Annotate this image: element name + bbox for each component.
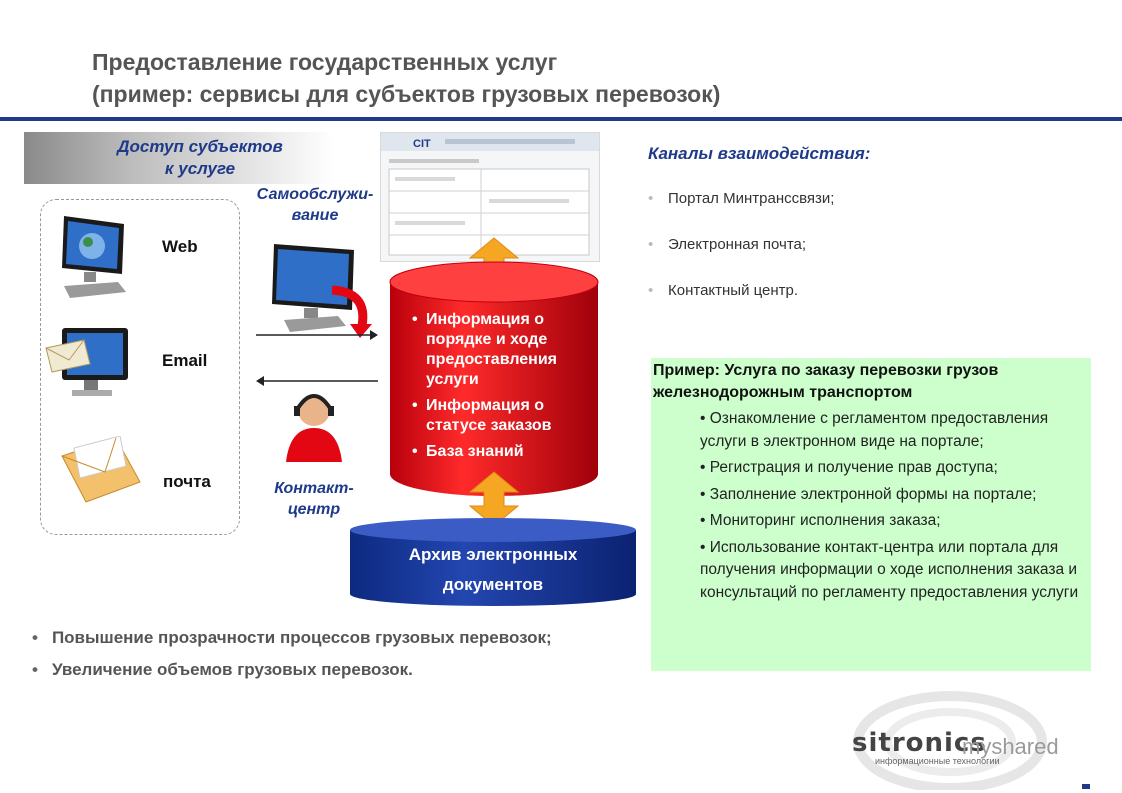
company-logo: sitronics	[852, 728, 987, 758]
contact-center-label	[250, 478, 378, 520]
channels-list	[648, 188, 1048, 326]
access-banner-line2: к услуге	[164, 159, 236, 178]
mail-label: почта	[163, 472, 211, 491]
example-steps-list	[700, 408, 1092, 608]
channels-list-item: • Электронная почта;	[648, 234, 1048, 280]
channels-list-item: • Контактный центр.	[648, 280, 1048, 326]
benefits-item-text: Увеличение объемов грузовых перевозок.	[51, 660, 413, 679]
watermark-text: myshared	[962, 734, 1059, 759]
self-service-line2: вание	[291, 207, 339, 224]
bullet: •	[32, 628, 38, 647]
archive-label-line1: Архив электронных	[408, 545, 578, 564]
benefits-item-text: Повышение прозрачности процессов грузовых перевозок;	[51, 628, 552, 647]
benefits-list	[32, 626, 592, 690]
self-service-label	[240, 184, 390, 226]
archive-label	[360, 540, 626, 600]
example-step: • Использование контакт-центра или портала для получения информации о ходе исполнения заказа и консультаций по регламенту предоставления услуги	[700, 538, 1079, 601]
services-list-item: • База знаний	[412, 442, 602, 462]
self-service-line1: Самообслужи-	[256, 186, 374, 203]
benefits-list-item	[32, 626, 592, 650]
page-title	[92, 46, 720, 110]
example-step: • Мониторинг исполнения заказа;	[700, 512, 941, 529]
access-banner-text	[70, 136, 330, 180]
bullet: •	[32, 660, 38, 679]
example-step: • Регистрация и получение прав доступа;	[700, 459, 998, 476]
web-label: Web	[162, 237, 198, 256]
channels-list-item: • Портал Минтранссвязи;	[648, 188, 1048, 234]
request-response-arrows	[252, 326, 382, 390]
svg-text:CIT: CIT	[413, 138, 431, 150]
page-title-line2: (пример: сервисы для субъектов грузовых перевозок)	[92, 81, 721, 107]
benefits-list-item	[32, 658, 592, 682]
channels-heading: Каналы взаимодействия:	[648, 144, 871, 163]
company-logo-subtitle: информационные технологии	[875, 756, 1000, 766]
contact-center-line2: центр	[287, 501, 341, 518]
example-step: • Ознакомление с регламентом предоставления услуги в электронном виде на портале;	[700, 410, 1049, 450]
example-title: Пример: Услуга по заказу перевозки грузов железнодорожным транспортом	[653, 362, 999, 401]
example-step: • Заполнение электронной формы на портале;	[700, 485, 1037, 503]
contact-center-line1: Контакт-	[274, 480, 354, 497]
email-label: Email	[162, 351, 208, 370]
email-computer-icon	[44, 326, 132, 404]
services-list-item: • Информация о статусе заказов	[412, 396, 602, 436]
envelope-icon	[60, 436, 142, 506]
title-divider	[0, 117, 1122, 121]
archive-label-line2: документов	[442, 575, 544, 594]
services-list	[412, 310, 602, 468]
web-computer-icon	[56, 212, 130, 304]
self-service-computer-icon	[266, 240, 378, 340]
page-title-line1: Предоставление государственных услуг	[92, 49, 558, 75]
access-banner-line1: Доступ субъектов	[117, 137, 283, 156]
services-list-item: • Информация о порядке и ходе предоставления услуги	[412, 310, 602, 390]
contact-center-operator-icon	[282, 388, 346, 464]
